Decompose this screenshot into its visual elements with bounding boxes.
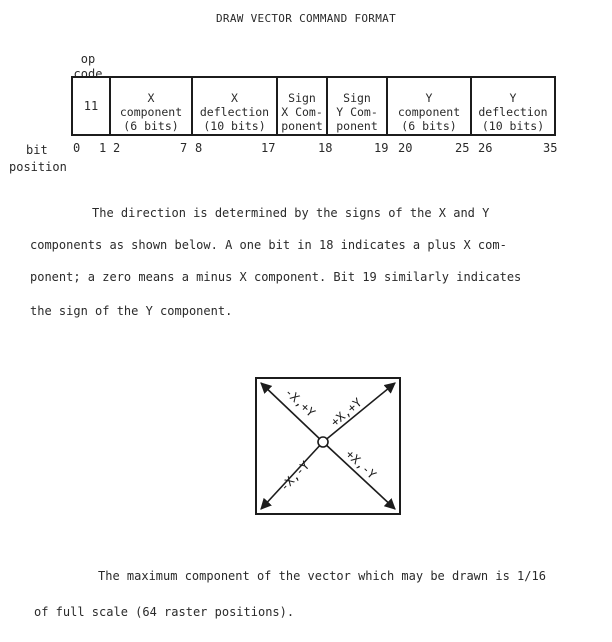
field-x-component <box>110 77 192 135</box>
bit-number: 0 <box>73 141 81 155</box>
field-x-component-label: X component (6 bits) <box>119 91 183 133</box>
paragraph-2-line-2: of full scale (64 raster positions). <box>34 605 295 619</box>
field-y-deflection-label: Y deflection (10 bits) <box>478 91 548 133</box>
field-y-component <box>387 77 471 135</box>
bit-number: 17 <box>261 141 276 155</box>
paragraph-1-line-4: the sign of the Y component. <box>30 304 233 318</box>
label-lower-left: -X,-Y <box>277 458 313 495</box>
bit-number: 18 <box>318 141 333 155</box>
paragraph-1-line-2: components as shown below. A one bit in 18 indicates a plus X com- <box>30 238 507 252</box>
field-opcode <box>72 77 110 135</box>
bit-number: 19 <box>374 141 389 155</box>
field-opcode-label: 11 <box>83 98 99 113</box>
paragraph-1-line-3: ponent; a zero means a minus X component. Bit 19 similarly indicates <box>30 270 522 284</box>
label-upper-left: -X,+Y <box>281 384 318 420</box>
field-y-component-label: Y component (6 bits) <box>397 91 461 133</box>
field-sign-x-label: Sign X Com- ponent <box>281 91 323 133</box>
field-y-deflection <box>471 77 555 135</box>
bit-label: bit <box>26 143 48 157</box>
bit-number: 2 <box>113 141 121 155</box>
opcode-label-text: op code <box>73 52 103 81</box>
format-row <box>72 77 555 135</box>
field-sign-y <box>327 77 387 135</box>
field-x-deflection <box>192 77 277 135</box>
page-title: DRAW VECTOR COMMAND FORMAT <box>216 12 396 25</box>
position-label: position <box>9 160 67 174</box>
command-format-table <box>71 76 556 136</box>
bit-position-row <box>0 133 612 173</box>
bit-number: 7 <box>180 141 188 155</box>
bit-number: 1 <box>99 141 107 155</box>
label-upper-right: +X,+Y <box>327 395 365 430</box>
bit-number: 8 <box>195 141 203 155</box>
paragraph-1-line-1: The direction is determined by the signs of the X and Y <box>92 206 490 220</box>
bit-number: 20 <box>398 141 413 155</box>
bit-number: 25 <box>455 141 470 155</box>
field-sign-y-label: Sign Y Com- ponent <box>336 91 378 133</box>
bit-number: 35 <box>543 141 558 155</box>
direction-diagram <box>253 375 403 517</box>
paragraph-2-line-1: The maximum component of the vector which may be drawn is 1/16 <box>98 569 546 583</box>
bit-number: 26 <box>478 141 493 155</box>
origin-circle <box>318 437 328 447</box>
field-sign-x <box>277 77 327 135</box>
field-x-deflection-label: X deflection (10 bits) <box>199 91 270 133</box>
label-lower-right: +X,-Y <box>342 446 379 482</box>
